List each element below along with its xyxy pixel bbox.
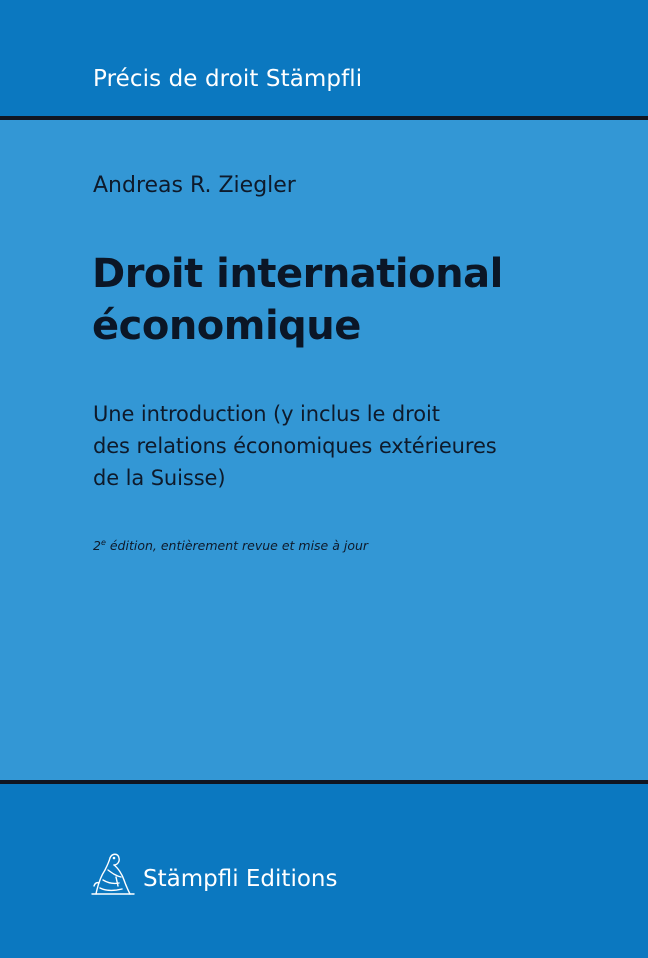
book-title bbox=[92, 248, 503, 352]
title-line: économique bbox=[92, 303, 361, 349]
subtitle-line: des relations économiques extérieures bbox=[93, 434, 497, 458]
edition-note bbox=[93, 538, 368, 553]
stampfli-figure-logo-icon bbox=[88, 850, 138, 896]
subtitle-line: de la Suisse) bbox=[93, 466, 226, 490]
author-name: Andreas R. Ziegler bbox=[93, 173, 296, 198]
book-subtitle bbox=[93, 398, 497, 494]
publisher-name: Stämpfli Editions bbox=[143, 866, 338, 892]
series-name: Précis de droit Stämpfli bbox=[93, 66, 363, 92]
top-rule bbox=[0, 116, 648, 120]
top-band bbox=[0, 0, 648, 116]
subtitle-line: Une introduction (y inclus le droit bbox=[93, 402, 440, 426]
edition-superscript: e bbox=[100, 538, 106, 547]
title-line: Droit international bbox=[92, 251, 503, 297]
edition-text: édition, entièrement revue et mise à jour bbox=[105, 538, 369, 553]
edition-number: 2 bbox=[93, 538, 101, 553]
